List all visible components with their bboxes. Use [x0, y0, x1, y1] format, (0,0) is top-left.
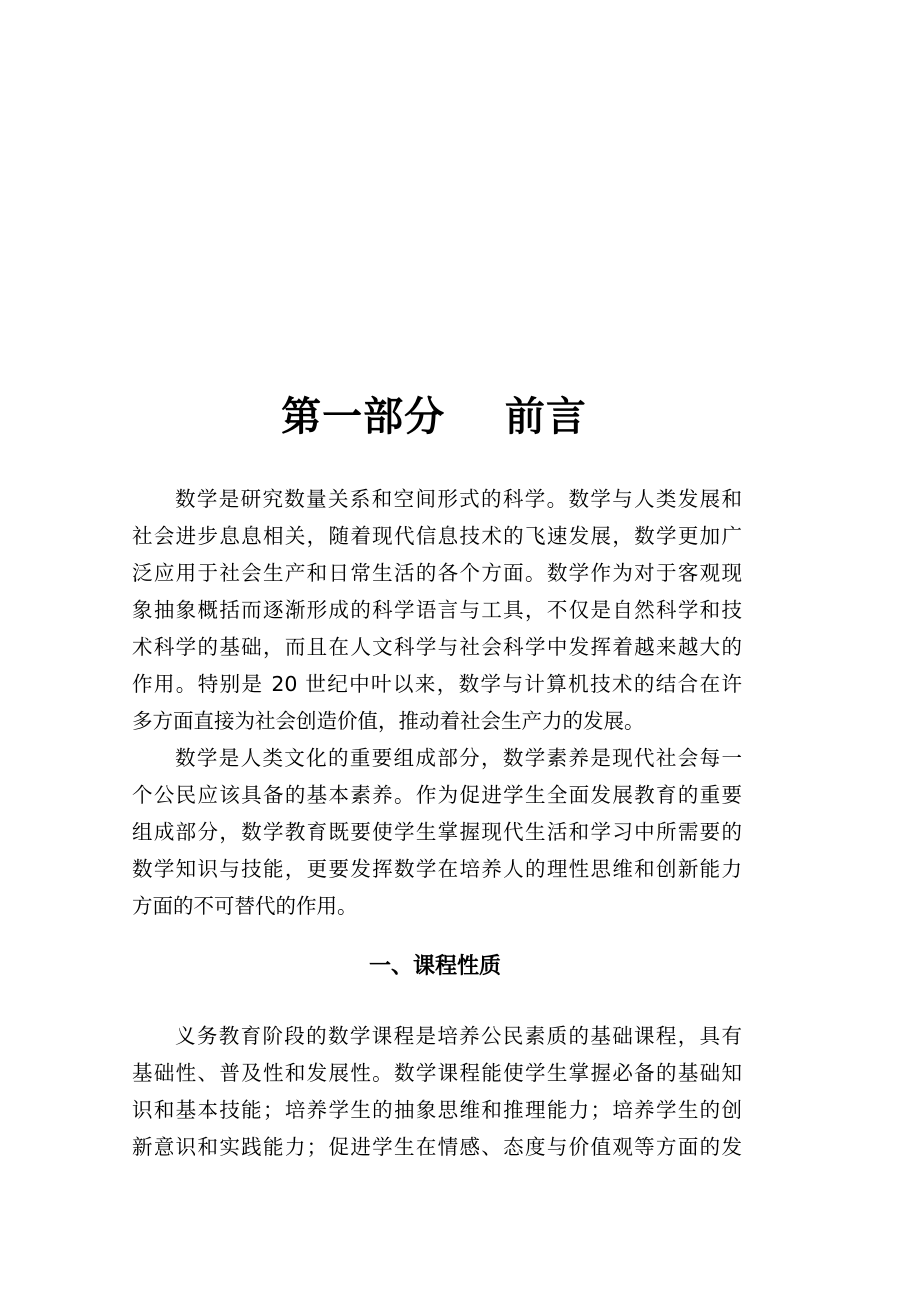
paragraph-course-nature — [132, 1018, 742, 1166]
paragraph-line: 基础性、普及性和发展性。数学课程能使学生掌握必备的基础知 — [132, 1061, 742, 1085]
paragraph-line: 个公民应该具备的基本素养。作为促进学生全面发展教育的重要 — [132, 783, 742, 807]
paragraph-intro-1 — [132, 481, 742, 740]
paragraph-line: 泛应用于社会生产和日常生活的各个方面。数学作为对于客观现 — [132, 561, 742, 585]
paragraph-line: 方面的不可替代的作用。 — [132, 894, 358, 918]
paragraph-line: 数学是研究数量关系和空间形式的科学。数学与人类发展和 — [175, 487, 742, 511]
paragraph-line: 数学知识与技能，更要发挥数学在培养人的理性思维和创新能力 — [132, 857, 742, 881]
paragraph-line: 数学是人类文化的重要组成部分，数学素养是现代社会每一 — [175, 746, 742, 770]
paragraph-line: 新意识和实践能力；促进学生在情感、态度与价值观等方面的发 — [132, 1135, 742, 1159]
paragraph-line: 术科学的基础，而且在人文科学与社会科学中发挥着越来越大的 — [132, 635, 742, 659]
paragraph-intro-2 — [132, 740, 742, 925]
paragraph-line: 识和基本技能；培养学生的抽象思维和推理能力；培养学生的创 — [132, 1098, 742, 1122]
paragraph-line: 组成部分，数学教育既要使学生掌握现代生活和学习中所需要的 — [132, 820, 742, 844]
paragraph-line: 社会进步息息相关，随着现代信息技术的飞速发展，数学更加广 — [132, 524, 742, 548]
section-title: 一、课程性质 — [368, 954, 501, 979]
part-title: 第一部分 前言 — [281, 394, 587, 440]
paragraph-line: 多方面直接为社会创造价值，推动着社会生产力的发展。 — [132, 709, 645, 733]
paragraph-line: 义务教育阶段的数学课程是培养公民素质的基础课程，具有 — [175, 1024, 742, 1048]
paragraph-line: 作用。特别是 20 世纪中叶以来，数学与计算机技术的结合在许 — [132, 672, 742, 696]
paragraph-line: 象抽象概括而逐渐形成的科学语言与工具，不仅是自然科学和技 — [132, 598, 742, 622]
